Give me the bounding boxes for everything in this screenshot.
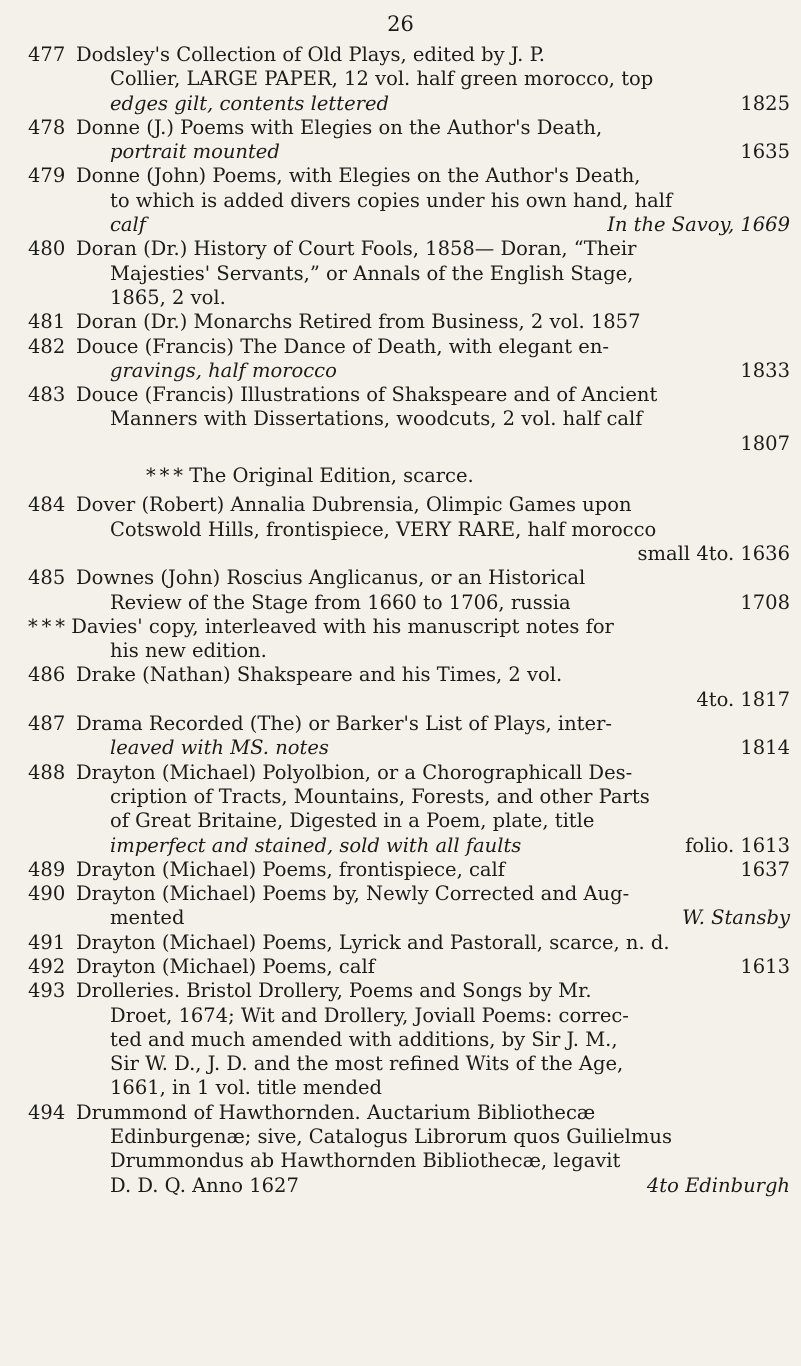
entry-line: Douce (Francis) The Dance of Death, with elegant en- <box>76 334 609 358</box>
entry-line: 1661, in 1 vol. title mended <box>110 1076 382 1100</box>
entry-line: Doran (Dr.) History of Court Fools, 1858— Doran, “Their <box>76 237 637 261</box>
lot-number: 488 <box>28 760 66 784</box>
entry-line: Donne (J.) Poems with Elegies on the Author's Death, <box>76 115 603 139</box>
catalogue-entry <box>28 383 790 456</box>
entry-date: 1833 <box>740 358 790 382</box>
catalogue-entry <box>28 116 790 165</box>
catalogue-entry <box>28 566 790 615</box>
catalogue-entry <box>28 493 790 566</box>
entry-line: portrait mounted <box>110 140 280 164</box>
entry-line: cription of Tracts, Mountains, Forests, and other Parts <box>110 784 650 808</box>
note-line: * * * Davies' copy, interleaved with his manuscript notes for <box>28 614 614 638</box>
catalogue-entry <box>28 164 790 237</box>
entry-imprint: 4to Edinburgh <box>646 1173 790 1197</box>
lot-number: 484 <box>28 493 66 517</box>
entry-line: Dodsley's Collection of Old Plays, edited by J. P. <box>76 43 545 66</box>
entry-line: Review of the Stage from 1660 to 1706, russia <box>110 590 571 614</box>
catalogue-entry <box>28 979 790 1100</box>
lot-number: 492 <box>28 954 66 978</box>
entry-date: 1825 <box>740 91 790 115</box>
entry-line: calf <box>110 213 147 237</box>
entry-line: Donne (John) Poems, with Elegies on the Author's Death, <box>76 164 641 188</box>
entry-line: Dover (Robert) Annalia Dubrensia, Olimpic Games upon <box>76 493 632 517</box>
entry-date: 1807 <box>740 431 790 455</box>
entry-line: Drayton (Michael) Poems, Lyrick and Pastorall, scarce, n. d. <box>76 930 670 954</box>
catalogue-entry <box>28 43 790 116</box>
lot-number: 485 <box>28 566 66 590</box>
catalogue-entry <box>28 712 790 761</box>
catalogue-entry <box>28 931 790 955</box>
entry-date: 1814 <box>740 736 790 760</box>
note-line: his new edition. <box>110 639 267 663</box>
catalogue-note: * * * The Original Edition, scarce. <box>146 464 474 488</box>
entry-line: ted and much amended with additions, by Sir J. M., <box>110 1027 618 1051</box>
catalogue-entry <box>28 335 790 384</box>
entry-date: small 4to. 1636 <box>637 541 790 565</box>
catalogue-entry <box>28 237 790 310</box>
lot-number: 489 <box>28 857 66 881</box>
catalogue-entry <box>28 761 790 858</box>
entry-line: Doran (Dr.) Monarchs Retired from Business, 2 vol. 1857 <box>76 310 641 334</box>
entry-line: Cotswold Hills, frontispiece, VERY RARE, half morocco <box>110 517 657 541</box>
catalogue-entry <box>28 882 790 931</box>
entry-date: 4to. 1817 <box>696 687 790 711</box>
entry-line: Manners with Dissertations, woodcuts, 2 vol. half calf <box>110 407 643 431</box>
entry-line: Drake (Nathan) Shakspeare and his Times, 2 vol. <box>76 663 563 687</box>
entry-imprint: W. Stansby <box>682 906 790 930</box>
entry-line: Drayton (Michael) Poems, frontispiece, calf <box>76 857 505 881</box>
lot-number: 486 <box>28 663 66 687</box>
lot-number: 487 <box>28 712 66 736</box>
lot-number: 483 <box>28 383 66 407</box>
entry-line: Sir W. D., J. D. and the most refined Wits of the Age, <box>110 1052 624 1076</box>
catalogue-note <box>28 615 790 664</box>
catalogue-entry <box>28 858 790 882</box>
lot-number: 478 <box>28 115 66 139</box>
entry-line: 1865, 2 vol. <box>110 285 226 309</box>
catalogue-entry <box>28 1101 790 1198</box>
entry-line: Drummond of Hawthornden. Auctarium Bibliothecæ <box>76 1100 596 1124</box>
entry-date: 1708 <box>740 590 790 614</box>
entry-line: D. D. Q. Anno 1627 <box>110 1173 299 1197</box>
lot-number: 477 <box>28 43 66 66</box>
entry-date: folio. 1613 <box>685 833 790 857</box>
entry-line: gravings, half morocco <box>110 358 337 382</box>
entry-line: Drummondus ab Hawthornden Bibliothecæ, legavit <box>110 1149 621 1173</box>
entry-line: Edinburgenæ; sive, Catalogus Librorum quos Guilielmus <box>110 1125 672 1149</box>
entry-line: Douce (Francis) Illustrations of Shakspeare and of Ancient <box>76 383 658 407</box>
entry-line: Drolleries. Bristol Drollery, Poems and Songs by Mr. <box>76 979 592 1003</box>
catalogue-entry <box>28 663 790 712</box>
entry-line: Drayton (Michael) Polyolbion, or a Chorographicall Des- <box>76 760 633 784</box>
page-number: 26 <box>387 12 414 36</box>
entry-line: leaved with MS. notes <box>110 736 329 760</box>
lot-number: 479 <box>28 164 66 188</box>
entry-line: Downes (John) Roscius Anglicanus, or an Historical <box>76 566 586 590</box>
lot-number: 482 <box>28 334 66 358</box>
lot-number: 493 <box>28 979 66 1003</box>
entry-line: Drama Recorded (The) or Barker's List of Plays, inter- <box>76 712 612 736</box>
entry-line: edges gilt, contents lettered <box>110 91 389 115</box>
entry-date: 1635 <box>740 140 790 164</box>
catalogue-entry <box>28 955 790 979</box>
catalogue-listing <box>28 43 790 1198</box>
lot-number: 491 <box>28 930 66 954</box>
entry-line: Droet, 1674; Wit and Drollery, Joviall Poems: correc- <box>110 1003 629 1027</box>
entry-line: Collier, LARGE PAPER, 12 vol. half green morocco, top <box>110 67 654 91</box>
entry-line: Drayton (Michael) Poems, calf <box>76 954 375 978</box>
entry-line: of Great Britaine, Digested in a Poem, plate, title <box>110 809 595 833</box>
entry-date: 1637 <box>740 857 790 881</box>
lot-number: 480 <box>28 237 66 261</box>
lot-number: 490 <box>28 882 66 906</box>
entry-line: Majesties' Servants,” or Annals of the English Stage, <box>110 261 634 285</box>
entry-date: 1613 <box>740 954 790 978</box>
entry-imprint: In the Savoy, 1669 <box>607 213 790 237</box>
entry-line: to which is added divers copies under his own hand, half <box>110 188 673 212</box>
entry-line: Drayton (Michael) Poems by, Newly Corrected and Aug- <box>76 882 630 906</box>
catalogue-entry <box>28 310 790 334</box>
lot-number: 481 <box>28 310 66 334</box>
entry-line: imperfect and stained, sold with all faults <box>110 833 522 857</box>
entry-line: mented <box>110 906 185 930</box>
lot-number: 494 <box>28 1100 66 1124</box>
